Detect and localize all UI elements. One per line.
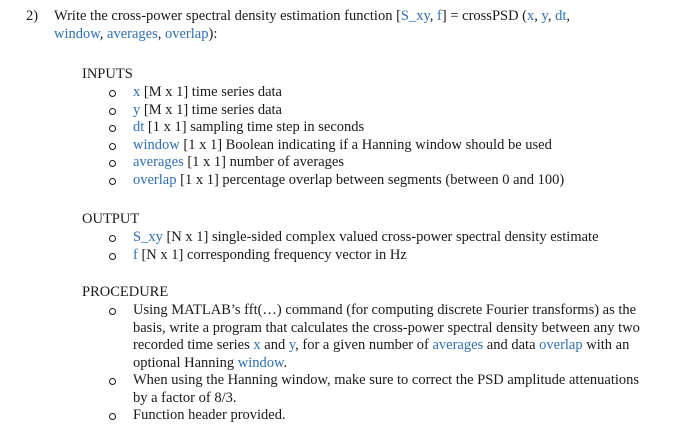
- output-arg-f: f: [437, 8, 442, 24]
- list-item: [0, 407, 653, 425]
- param-desc: [1 x 1] number of averages: [183, 154, 344, 170]
- output-arg-sxy: S_xy: [400, 8, 430, 24]
- bullet-circle-icon: [109, 143, 116, 150]
- procedure-text: Function header provided.: [133, 407, 286, 423]
- param-desc: [M x 1] time series data: [140, 101, 282, 118]
- param-name: dt: [133, 119, 145, 135]
- param-name: overlap: [539, 337, 583, 353]
- question-text-part: Write the cross-power spectral density estimation function [: [54, 8, 401, 24]
- question-number: 2): [26, 8, 39, 24]
- bullet-circle-icon: [109, 308, 116, 315]
- procedure-list: [0, 302, 653, 425]
- procedure-text: and: [260, 337, 289, 353]
- param-name: window: [237, 354, 284, 371]
- param-desc: [1 x 1] sampling time step in seconds: [144, 119, 365, 135]
- procedure-text: Using MATLAB’s fft(…) command (for computing discrete Fourier transforms) as the basis, write a program that calculates the cross-power spectral density between any two recorded time series: [133, 302, 640, 353]
- list-item: [0, 247, 653, 265]
- question-text: Write the cross-power spectral density estimation function [S_xy, f] = crossPSD (x, y, dt, window, averages, overlap):: [54, 8, 570, 42]
- param-desc: [1 x 1] percentage overlap between segments (between 0 and 100): [176, 171, 565, 188]
- param-name: window: [133, 136, 180, 153]
- question-statement: [26, 8, 676, 43]
- question-text-part: ] = crossPSD (: [441, 8, 528, 24]
- param-name: x: [133, 84, 141, 100]
- arg-y: y: [541, 8, 548, 24]
- param-desc: [1 x 1] Boolean indicating if a Hanning window should be used: [179, 136, 552, 153]
- list-item: [0, 372, 653, 407]
- param-name: overlap: [133, 171, 177, 188]
- bullet-circle-icon: [109, 90, 116, 97]
- param-name: y: [133, 101, 141, 118]
- procedure-heading: PROCEDURE: [82, 284, 169, 300]
- question-text-part: ):: [208, 25, 218, 42]
- param-desc: [N x 1] corresponding frequency vector in Hz: [137, 246, 407, 263]
- separator: ,: [429, 8, 438, 24]
- param-desc: [N x 1] single-sided complex valued cross-power spectral density estimate: [162, 229, 599, 245]
- inputs-heading: INPUTS: [82, 66, 133, 82]
- arg-dt: dt: [555, 8, 567, 24]
- list-item: [0, 84, 653, 102]
- arg-window: window: [54, 25, 100, 42]
- param-name: x: [253, 337, 261, 353]
- bullet-circle-icon: [109, 253, 116, 260]
- param-name: f: [133, 246, 138, 263]
- param-name: S_xy: [133, 229, 163, 245]
- arg-x: x: [527, 8, 535, 24]
- arg-averages: averages: [107, 25, 158, 42]
- bullet-circle-icon: [109, 125, 116, 132]
- output-heading: OUTPUT: [82, 211, 140, 227]
- param-name: y: [288, 337, 296, 353]
- param-name: averages: [432, 337, 484, 353]
- list-item: [0, 137, 653, 155]
- output-list: [0, 229, 653, 264]
- procedure-text: and data: [483, 337, 540, 353]
- list-item: [0, 302, 653, 372]
- bullet-circle-icon: [109, 235, 116, 242]
- procedure-text: , for a given number of: [295, 337, 433, 353]
- arg-overlap: overlap: [165, 25, 209, 42]
- param-desc: [M x 1] time series data: [140, 84, 282, 100]
- bullet-circle-icon: [109, 178, 116, 185]
- procedure-text: .: [283, 354, 288, 371]
- bullet-circle-icon: [109, 108, 116, 115]
- list-item: [0, 119, 653, 137]
- list-item: [0, 154, 653, 172]
- bullet-circle-icon: [109, 160, 116, 167]
- list-item: [0, 229, 653, 247]
- list-item: [0, 102, 653, 120]
- list-item: [0, 172, 653, 190]
- param-name: averages: [133, 154, 184, 170]
- bullet-circle-icon: [109, 378, 116, 385]
- bullet-circle-icon: [109, 413, 116, 420]
- procedure-text: When using the Hanning window, make sure to correct the PSD amplitude attenuations by a factor of 8/3.: [133, 372, 640, 406]
- procedure-text: with an optional Hanning: [133, 337, 630, 371]
- inputs-list: [0, 84, 653, 189]
